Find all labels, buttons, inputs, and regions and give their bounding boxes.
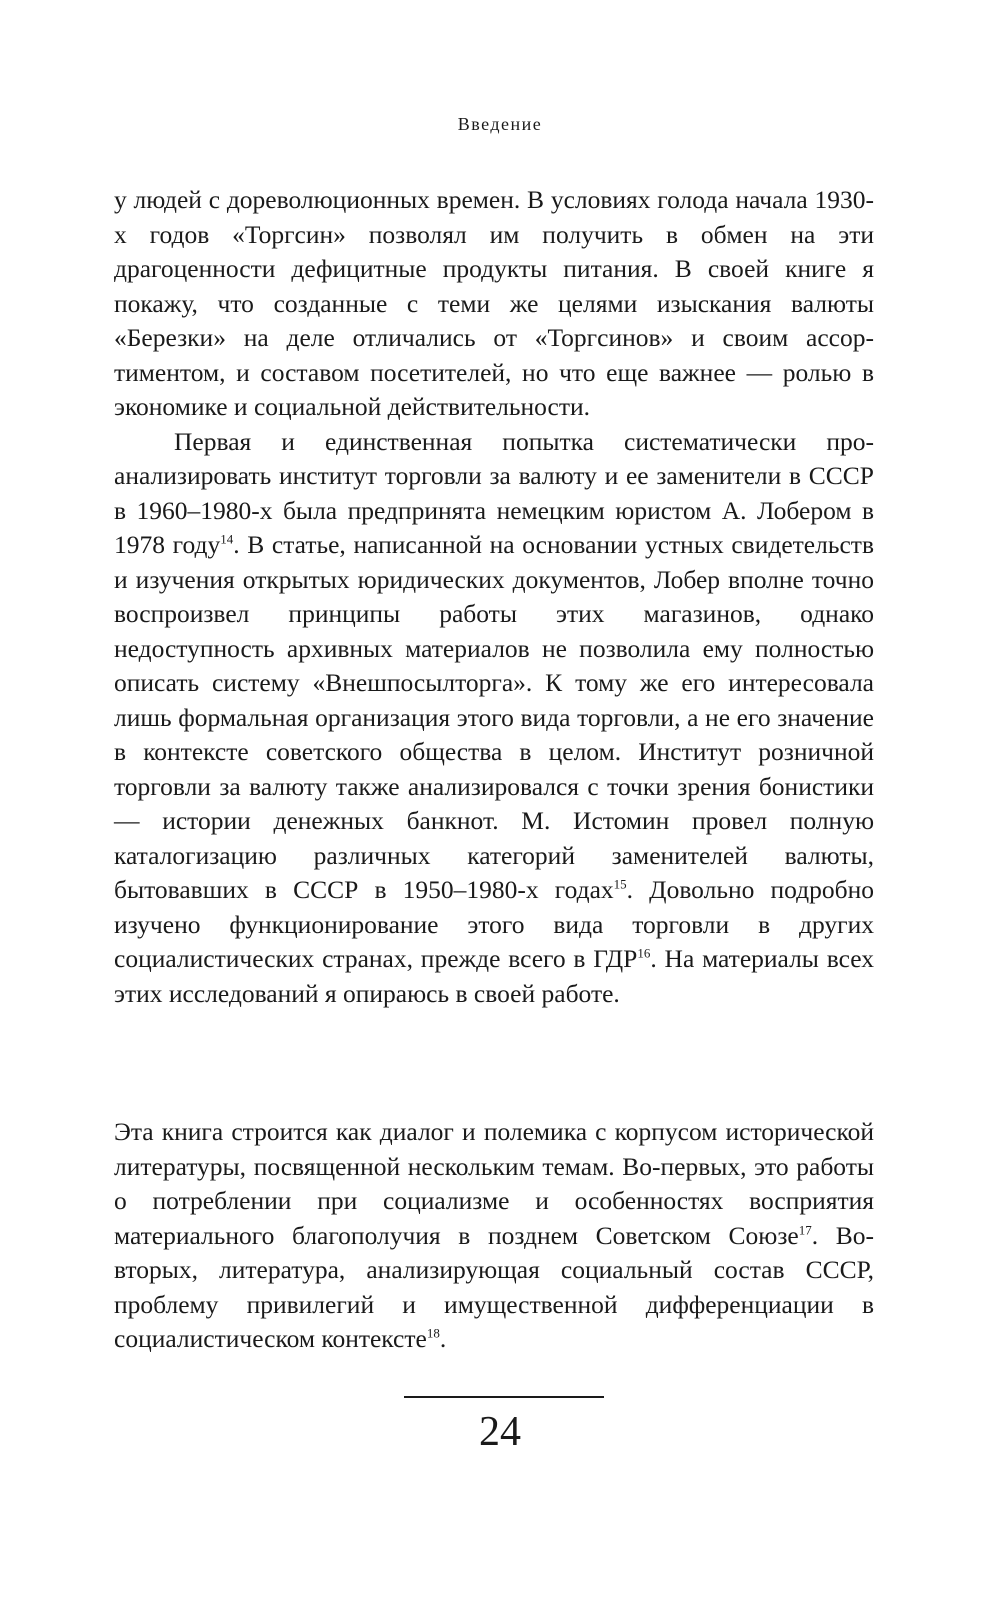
paragraph-text: . bbox=[439, 1324, 447, 1353]
body-text-top bbox=[114, 183, 874, 1011]
paragraph-continued: у людей с дореволюционных времен. В условиях голода начала 1930-х годов «Торгсин» позволял им получить в обмен на эти драгоценности дефицитные продукты питания. В своей книге я покажу, что созданные с теми же целями изыскания валюты «Березки» на деле отличались от «Торгсинов» и своим ассортиментом, и составом посетителей, но что еще важнее — ролью в экономике и социальной действительности. bbox=[114, 185, 874, 421]
footnote-ref-16: 16 bbox=[637, 945, 651, 961]
footnote-ref-14: 14 bbox=[220, 531, 234, 547]
paragraph-text: Первая и единственная попытка систематически проанализировать институт торговли за валюту и ее заменители в СССР в 1960–1980-х была предпринята немецким юристом А. Лобером в 1978 году bbox=[114, 426, 874, 559]
paragraph-prior-research bbox=[114, 425, 874, 1012]
paragraph-text: . На материалы всех этих исследований я опираюсь в своей работе. bbox=[114, 944, 874, 1008]
paragraph-text: Эта книга строится как диалог и полемика с корпусом исторической литературы, посвященной нескольким темам. Во-первых, это работы о потреблении при социализме и особенностях восприятия материального благополучия в позднем Советском Союзе bbox=[114, 1117, 874, 1250]
footnote-ref-18: 18 bbox=[426, 1325, 440, 1341]
footnote-ref-15: 15 bbox=[613, 876, 627, 892]
page-number-rule bbox=[404, 1396, 604, 1398]
paragraph-text: . Во-вторых, литература, анализирующая социальный состав СССР, проблему привилегий и имущественной дифференциации в социалистическом контексте bbox=[114, 1220, 875, 1353]
body-text-bottom bbox=[114, 1115, 874, 1357]
paragraph-literature bbox=[114, 1115, 874, 1357]
paragraph-text: . Довольно подробно изучено функционирование этого вида торговли в других социалистических странах, прежде всего в ГДР bbox=[114, 875, 875, 973]
paragraph-text: . В статье, написанной на основании устных свидетельств и изучения открытых юридических документов, Лобер вполне точно воспроизвел принципы работы этих магазинов, однако недоступность архивных материалов не позволила ему полностью описать систему «Внешпосылторга». К тому же его интересовала лишь формальная организация этого вида торговли, а не его значение в контексте советского общества в целом. Институт розничной торговли за валюту также анализировался с точки зрения бонистики — истории денежных банкнот. М. Истомин провел полную каталогизацию различных категорий заменителей валюты, бытовавших в СССР в 1950–1980-х годах bbox=[114, 530, 874, 904]
page-number: 24 bbox=[479, 1409, 521, 1455]
running-head: Введение bbox=[457, 114, 543, 134]
footnote-ref-17: 17 bbox=[798, 1222, 812, 1237]
